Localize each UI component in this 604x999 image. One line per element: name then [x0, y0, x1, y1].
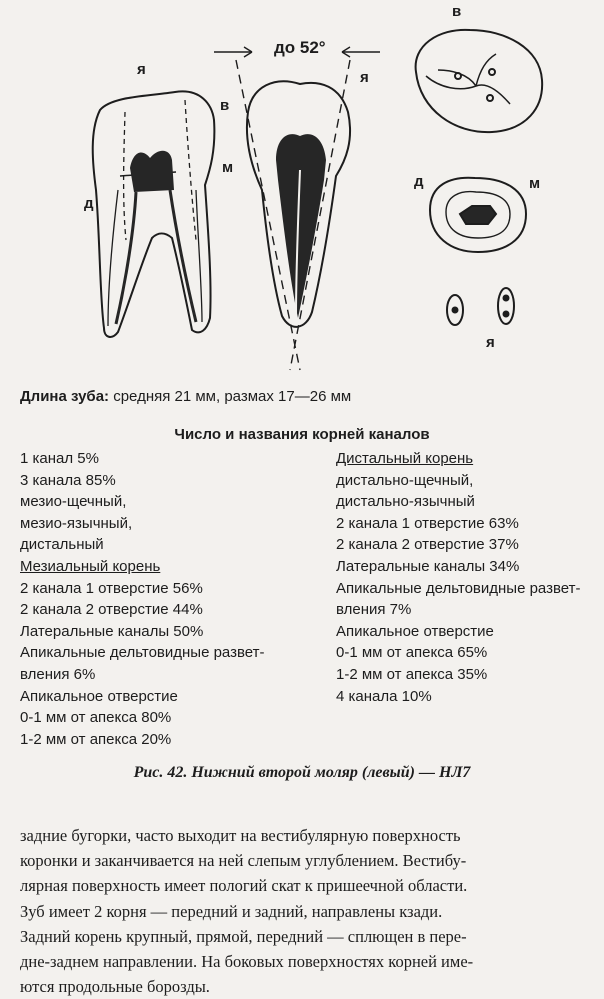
list-item: 2 канала 1 отверстие 63%: [336, 514, 519, 532]
text-line: Зуб имеет 2 корня — передний и задний, направлены кзади.: [20, 901, 443, 921]
label-m-right: м: [529, 175, 541, 192]
list-item: 1 канал 5%: [20, 450, 99, 467]
text-line: задние бугорки, часто выходит на вестибулярную поверхность: [20, 826, 461, 845]
list-item: Апикальные дельтовидные развет-: [336, 579, 581, 597]
canal-list-right: [336, 448, 598, 707]
list-item: 0-1 мм от апекса 80%: [20, 709, 172, 727]
text-line: лярная поверхность имеет пологий скат к пришеечной области.: [20, 876, 468, 896]
canal-table-title: Число и названия корней каналов: [174, 426, 430, 443]
tooth-length: [20, 388, 351, 405]
list-item: 2 канала 1 отверстие 56%: [20, 579, 203, 597]
list-item: Латеральные каналы 34%: [336, 557, 520, 575]
list-item: вления 7%: [336, 601, 412, 619]
list-item: 2 канала 2 отверстие 44%: [20, 601, 203, 619]
label-v-mid: в: [220, 97, 230, 114]
label-ya-right: я: [360, 69, 369, 86]
label-d-right: д: [414, 173, 424, 190]
tooth-illustration: [0, 0, 604, 380]
list-item: Апикальное отверстие: [336, 622, 494, 640]
label-d-left: д: [84, 195, 94, 212]
label-m-mid: м: [222, 159, 234, 176]
text-line: дне-заднем направлении. На боковых поверхностях корней име-: [20, 952, 474, 972]
list-item: 3 канала 85%: [20, 471, 116, 489]
body-paragraph: [20, 823, 592, 999]
list-item: дистально-щечный,: [336, 471, 474, 489]
tooth-length-value: средняя 21 мм, размах 17—26 мм: [113, 388, 352, 405]
tooth-side-view-left: [93, 91, 215, 337]
list-item: Апикальное отверстие: [20, 687, 178, 705]
list-item: мезио-язычный,: [20, 514, 133, 532]
list-item: 4 канала 10%: [336, 687, 432, 705]
label-ya-bottom: я: [486, 334, 495, 351]
pulp-chamber-left: [130, 151, 174, 192]
list-item: 2 канала 2 отверстие 37%: [336, 536, 519, 554]
section-heading-distal-root: Дистальный корень: [336, 450, 474, 467]
tooth-figure: [0, 0, 604, 380]
occlusal-view: [416, 30, 543, 132]
text-line: коронки и заканчивается на ней слепым углублением. Вестибу-: [20, 851, 467, 871]
canal-list-left: [20, 448, 320, 750]
root-sections: [447, 288, 514, 325]
label-ya-left: я: [137, 61, 146, 78]
tooth-length-label: Длина зуба:: [20, 388, 110, 405]
cross-section-view: [430, 178, 526, 252]
label-angle: до 52°: [274, 38, 326, 57]
list-item: дистальный: [20, 536, 104, 554]
list-item: мезио-щечный,: [20, 493, 127, 511]
list-item: вления 6%: [20, 665, 96, 683]
label-v-top: в: [452, 3, 462, 20]
list-item: Апикальные дельтовидные развет-: [20, 644, 265, 662]
list-item: 0-1 мм от апекса 65%: [336, 644, 488, 662]
section-heading-mesial-root: Мезиальный корень: [20, 557, 161, 575]
list-item: дистально-язычный: [336, 493, 475, 511]
figure-caption: Рис. 42. Нижний второй моляр (левый) — НЛ7: [133, 764, 471, 781]
list-item: 1-2 мм от апекса 20%: [20, 730, 172, 748]
list-item: 1-2 мм от апекса 35%: [336, 665, 488, 683]
list-item: Латеральные каналы 50%: [20, 622, 204, 640]
text-line: ются продольные борозды.: [20, 977, 210, 997]
text-line: Задний корень крупный, прямой, передний — сплющен в пере-: [20, 926, 467, 946]
